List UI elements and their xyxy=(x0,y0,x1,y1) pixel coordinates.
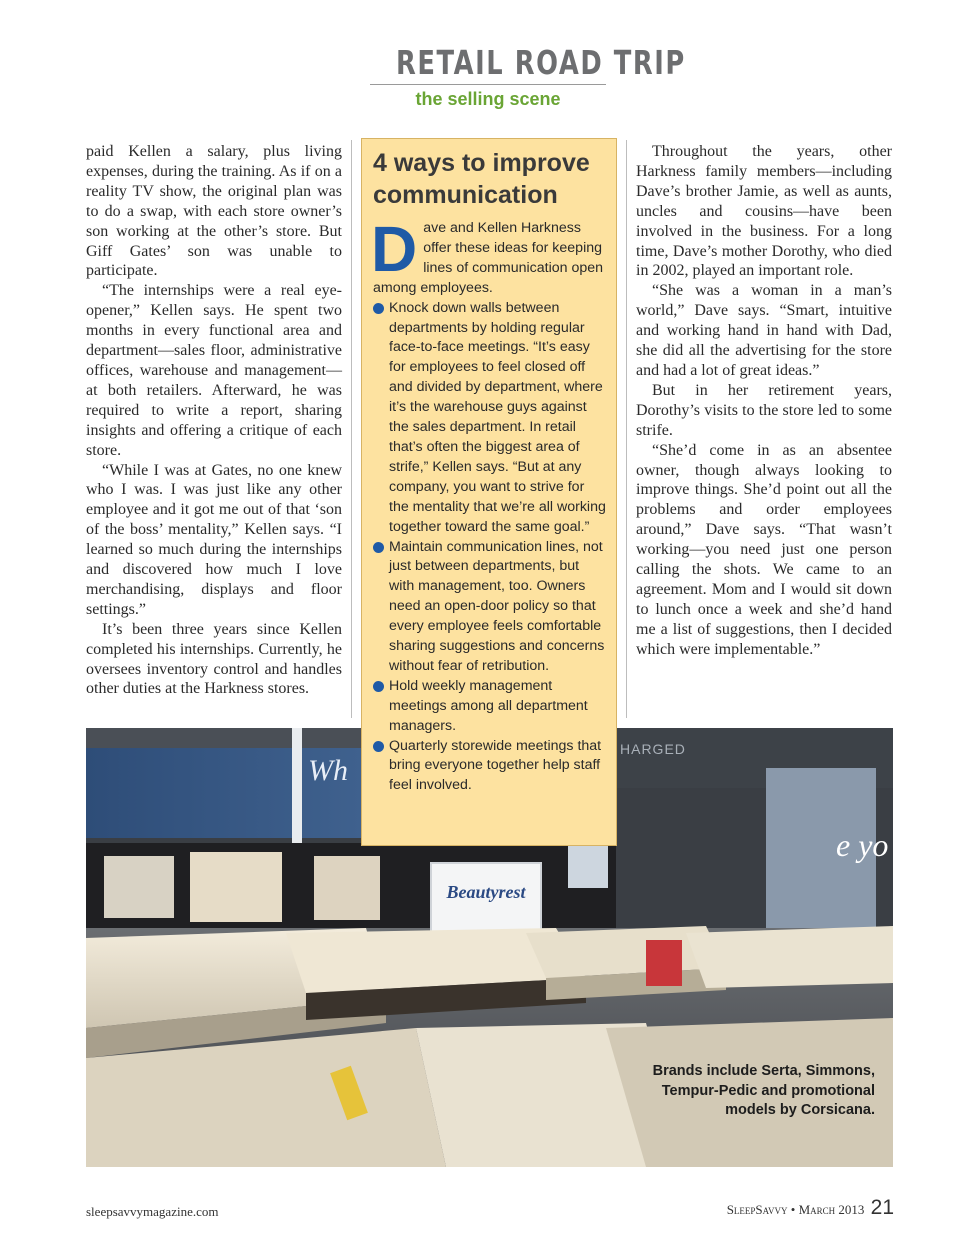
bullet-icon xyxy=(373,303,384,314)
wall-text-right: e yo xyxy=(836,827,889,863)
list-item-text: Knock down walls between departments by holding regular face-to-face meetings. “It’s easy for employees to feel closed off and divided by department, where it’s the warehouse guys against the sales department. In retail that’s often the biggest area of strife,” Kellen says. “But at any company, you want to strive for the mentality that we’re all working together toward the same goal.” xyxy=(389,299,606,535)
article-paragraph: But in her retirement years, Dorothy’s visits to the store led to some strife. xyxy=(636,381,892,439)
column-divider xyxy=(351,140,352,718)
list-item xyxy=(373,737,606,797)
article-paragraph: Throughout the years, other Harkness family members—including Dave’s brother Jamie, as well as aunts, uncles and cousins—have been involved in the business. For a long time, Dave’s mother Dorothy, who died in 2002, played an important role. xyxy=(636,143,892,280)
list-item xyxy=(373,677,606,737)
section-header xyxy=(370,43,686,111)
list-item-text: Maintain communication lines, not just between departments, but with management, too. Owners need an open-door policy so that every employee feels comfortable sharing suggestions and concerns without fear of retribution. xyxy=(389,538,605,674)
bullet-icon xyxy=(373,741,384,752)
list-item xyxy=(373,538,606,677)
list-item-text: Quarterly storewide meetings that bring everyone together help staff feel involved. xyxy=(389,737,602,794)
section-subtitle: the selling scene xyxy=(415,89,561,109)
page-number: 21 xyxy=(870,1196,894,1219)
sidebar-intro-text: ave and Kellen Harkness offer these ideas for keeping lines of communication open among employees. xyxy=(373,220,604,296)
photo-caption: Brands include Serta, Simmons, Tempur-Pedic and promotional models by Corsicana. xyxy=(652,1063,875,1118)
footer-website: sleepsavvymagazine.com xyxy=(86,1204,219,1219)
article-paragraph: “She was a woman in a man’s world,” Dave says. “Smart, intuitive and working hand in hand with Dad, she did all the advertising for the store and had a lot of great ideas.” xyxy=(636,282,892,379)
list-item xyxy=(373,299,606,538)
article-paragraph: “She’d come in as an absentee owner, though always looking to improve things. She’d point out all the problems and order employees around,” Dave says. “That wasn’t working—you need just one person calling the shots. We came to an agreement. Mom and I would sit down to lunch once a week and she’d hand me a list of suggestions, then I decided which were implementable.” xyxy=(636,441,892,658)
footer-publication: SleepSavvy xyxy=(726,1202,788,1217)
footer-issue xyxy=(727,1196,894,1220)
brand-sign: Beautyrest xyxy=(446,882,526,902)
article-paragraph: “The internships were a real eye-opener,” Kellen says. He spent two months in every functional area and department—sales floor, administrative offices, warehouse and management—at both retailers. Afterward, he was required to write a report, sharing insights and offering a critique of each store. xyxy=(86,282,342,459)
sidebar-tips-list xyxy=(373,299,606,797)
section-title: RETAIL ROAD TRIP xyxy=(395,43,686,82)
bullet-icon xyxy=(373,542,384,553)
wall-sign-text: HARGED xyxy=(620,741,686,757)
footer-separator: • xyxy=(790,1202,796,1217)
article-column-left xyxy=(86,142,342,699)
list-item-text: Hold weekly management meetings among all department managers. xyxy=(389,677,588,734)
article-paragraph: “While I was at Gates, no one knew who I was. I was just like any other employee and it got me out of that ‘son of the boss’ mentality,” Kellen says. “I learned so much during the internships and discovered how much I love merchandising, displays and floor settings.” xyxy=(86,461,342,618)
article-column-right xyxy=(636,142,892,660)
footer-date: March 2013 xyxy=(798,1202,865,1217)
article-paragraph: It’s been three years since Kellen completed his internships. Currently, he oversees inventory control and handles other duties at the Harkness stores. xyxy=(86,620,342,698)
drop-cap: D xyxy=(371,213,418,285)
sidebar-intro xyxy=(371,213,606,299)
article-paragraph: paid Kellen a salary, plus living expenses, during the training. As if on a reality TV show, the original plan was to do a swap, with each store owner’s son working at the other’s store. But Giff Gates’ son was unable to participate. xyxy=(86,143,342,280)
tips-sidebar xyxy=(361,138,617,846)
header-divider xyxy=(370,84,606,85)
column-divider xyxy=(626,140,627,718)
bullet-icon xyxy=(373,681,384,692)
wall-text-left: Wh xyxy=(308,754,348,787)
sidebar-title: 4 ways to improve communication xyxy=(373,149,590,209)
